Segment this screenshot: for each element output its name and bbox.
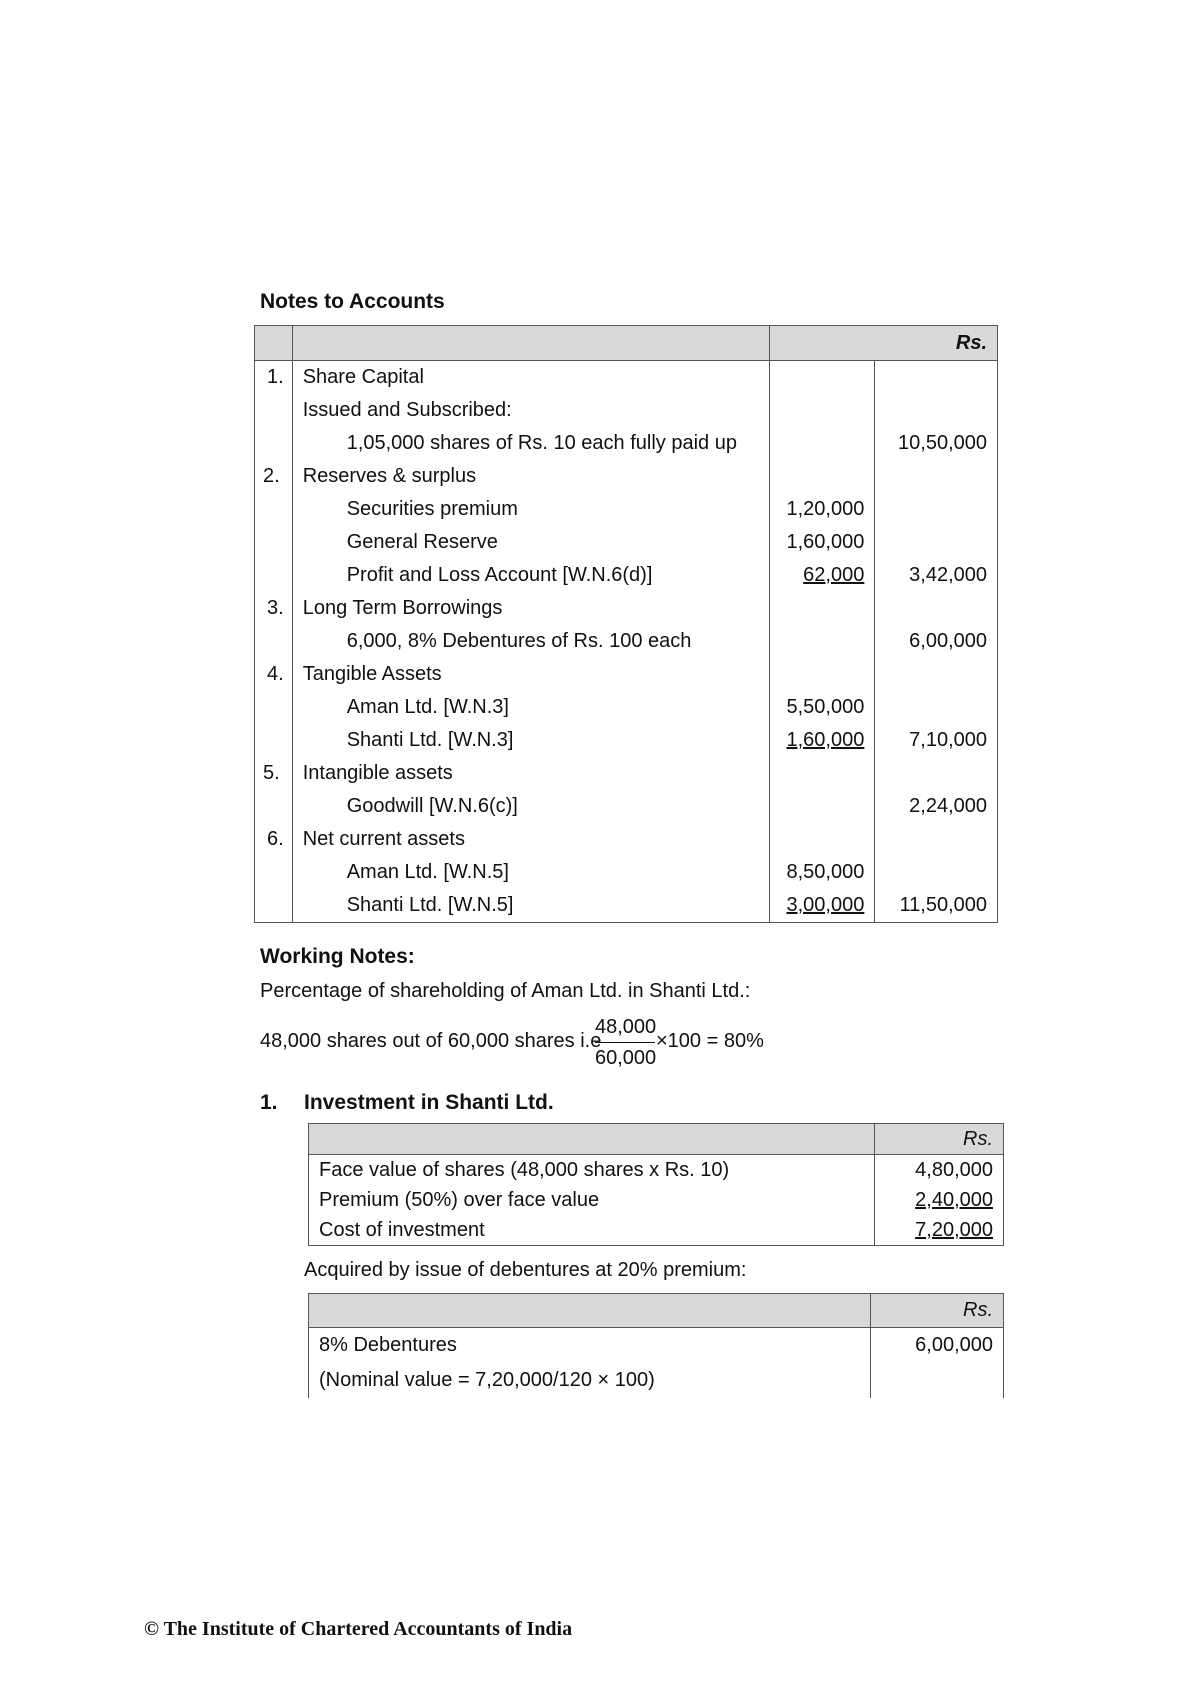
note-amount-total xyxy=(875,757,998,790)
investment-label: Premium (50%) over face value xyxy=(309,1185,875,1215)
investment-header-row xyxy=(309,1124,1004,1155)
header-currency: Rs. xyxy=(769,326,997,361)
note-amount-sub xyxy=(769,823,875,856)
note-amount-sub xyxy=(769,757,875,790)
note-particulars: Long Term Borrowings xyxy=(292,592,769,625)
note-amount-total: 6,00,000 xyxy=(875,625,998,658)
shareholding-line: Percentage of shareholding of Aman Ltd. in Shanti Ltd.: xyxy=(260,980,751,1002)
note-number xyxy=(255,856,293,889)
notes-row xyxy=(255,856,998,889)
note-particulars: Shanti Ltd. [W.N.5] xyxy=(292,889,769,923)
note-particulars: Shanti Ltd. [W.N.3] xyxy=(292,724,769,757)
note-particulars: Net current assets xyxy=(292,823,769,856)
fraction xyxy=(595,1016,655,1070)
debenture-header-row xyxy=(309,1294,1004,1328)
note-number: 6. xyxy=(255,823,293,856)
note-amount-sub: 1,20,000 xyxy=(769,493,875,526)
note-amount-total: 7,10,000 xyxy=(875,724,998,757)
note-particulars: Issued and Subscribed: xyxy=(292,394,769,427)
debenture-table xyxy=(308,1293,1004,1398)
note-amount-sub: 62,000 xyxy=(769,559,875,592)
investment-amount: 4,80,000 xyxy=(875,1155,1004,1186)
note-particulars: General Reserve xyxy=(292,526,769,559)
note-number: 2. xyxy=(255,460,293,493)
debenture-header-label xyxy=(309,1294,871,1328)
note-amount-sub xyxy=(769,361,875,395)
header-no-cell xyxy=(255,326,293,361)
note-particulars: Reserves & surplus xyxy=(292,460,769,493)
note-amount-total xyxy=(875,823,998,856)
note-amount-total xyxy=(875,526,998,559)
note-amount-sub: 5,50,000 xyxy=(769,691,875,724)
notes-row xyxy=(255,460,998,493)
note-amount-sub: 8,50,000 xyxy=(769,856,875,889)
note-number xyxy=(255,394,293,427)
debenture-label: 8% Debentures xyxy=(309,1328,871,1364)
investment-table xyxy=(308,1123,1004,1246)
fraction-denominator: 60,000 xyxy=(595,1047,657,1069)
note-number xyxy=(255,790,293,823)
note-number: 4. xyxy=(255,658,293,691)
notes-row xyxy=(255,394,998,427)
note-amount-sub xyxy=(769,592,875,625)
note-particulars: Share Capital xyxy=(292,361,769,395)
note1-number: 1. xyxy=(260,1091,278,1114)
note-particulars: 6,000, 8% Debentures of Rs. 100 each xyxy=(292,625,769,658)
note-amount-total xyxy=(875,394,998,427)
note-number xyxy=(255,559,293,592)
notes-row xyxy=(255,823,998,856)
note-amount-total xyxy=(875,592,998,625)
notes-row xyxy=(255,493,998,526)
fraction-numerator: 48,000 xyxy=(595,1016,655,1043)
header-particulars-cell xyxy=(292,326,769,361)
note-number xyxy=(255,625,293,658)
note-number: 1. xyxy=(255,361,293,395)
note-particulars: Profit and Loss Account [W.N.6(d)] xyxy=(292,559,769,592)
investment-row xyxy=(309,1185,1004,1215)
note-particulars: Securities premium xyxy=(292,493,769,526)
investment-amount: 7,20,000 xyxy=(875,1215,1004,1246)
note-amount-sub xyxy=(769,427,875,460)
notes-row xyxy=(255,559,998,592)
note-number: 3. xyxy=(255,592,293,625)
note-amount-sub: 1,60,000 xyxy=(769,724,875,757)
note-particulars: Tangible Assets xyxy=(292,658,769,691)
notes-row xyxy=(255,889,998,923)
notes-row xyxy=(255,427,998,460)
notes-title: Notes to Accounts xyxy=(260,290,445,313)
notes-row xyxy=(255,526,998,559)
note-particulars: 1,05,000 shares of Rs. 10 each fully paid up xyxy=(292,427,769,460)
notes-header-row xyxy=(255,326,998,361)
note-number xyxy=(255,691,293,724)
note-number xyxy=(255,526,293,559)
debenture-amount xyxy=(871,1363,1004,1398)
note-amount-total: 3,42,000 xyxy=(875,559,998,592)
debenture-amount: 6,00,000 xyxy=(871,1328,1004,1364)
debenture-label: (Nominal value = 7,20,000/120 × 100) xyxy=(309,1363,871,1398)
note-amount-sub: 3,00,000 xyxy=(769,889,875,923)
note-amount-sub: 1,60,000 xyxy=(769,526,875,559)
note1-title: Investment in Shanti Ltd. xyxy=(304,1091,554,1114)
acquired-line: Acquired by issue of debentures at 20% premium: xyxy=(304,1259,747,1281)
note-amount-sub xyxy=(769,625,875,658)
note-amount-total: 2,24,000 xyxy=(875,790,998,823)
note-number xyxy=(255,493,293,526)
debenture-row xyxy=(309,1363,1004,1398)
working-notes-title: Working Notes: xyxy=(260,945,415,968)
calc-prefix: 48,000 shares out of 60,000 shares i.e xyxy=(260,1030,602,1052)
note-amount-total xyxy=(875,460,998,493)
note-number xyxy=(255,427,293,460)
notes-row xyxy=(255,724,998,757)
investment-label: Cost of investment xyxy=(309,1215,875,1246)
investment-header-label xyxy=(309,1124,875,1155)
note-particulars: Aman Ltd. [W.N.5] xyxy=(292,856,769,889)
note-number: 5. xyxy=(255,757,293,790)
notes-row xyxy=(255,790,998,823)
notes-row xyxy=(255,361,998,395)
note-particulars: Goodwill [W.N.6(c)] xyxy=(292,790,769,823)
note-amount-total xyxy=(875,658,998,691)
debenture-header-currency: Rs. xyxy=(871,1294,1004,1328)
copyright-footer: © The Institute of Chartered Accountants of India xyxy=(144,1618,573,1640)
note-particulars: Intangible assets xyxy=(292,757,769,790)
investment-header-currency: Rs. xyxy=(875,1124,1004,1155)
note-amount-total: 10,50,000 xyxy=(875,427,998,460)
note-amount-total xyxy=(875,361,998,395)
note-particulars: Aman Ltd. [W.N.3] xyxy=(292,691,769,724)
investment-label: Face value of shares (48,000 shares x Rs. 10) xyxy=(309,1155,875,1186)
investment-amount: 2,40,000 xyxy=(875,1185,1004,1215)
note-number xyxy=(255,724,293,757)
note-amount-total xyxy=(875,691,998,724)
notes-row xyxy=(255,625,998,658)
notes-row xyxy=(255,757,998,790)
note-amount-sub xyxy=(769,658,875,691)
notes-row xyxy=(255,691,998,724)
note-amount-sub xyxy=(769,394,875,427)
debenture-row xyxy=(309,1328,1004,1364)
investment-row xyxy=(309,1155,1004,1186)
note-amount-sub xyxy=(769,790,875,823)
notes-row xyxy=(255,592,998,625)
calc-suffix: ×100 = 80% xyxy=(656,1030,764,1052)
note-amount-sub xyxy=(769,460,875,493)
investment-row xyxy=(309,1215,1004,1246)
note-amount-total: 11,50,000 xyxy=(875,889,998,923)
note-number xyxy=(255,889,293,923)
notes-row xyxy=(255,658,998,691)
notes-to-accounts-table xyxy=(254,325,998,923)
note-amount-total xyxy=(875,493,998,526)
note-amount-total xyxy=(875,856,998,889)
